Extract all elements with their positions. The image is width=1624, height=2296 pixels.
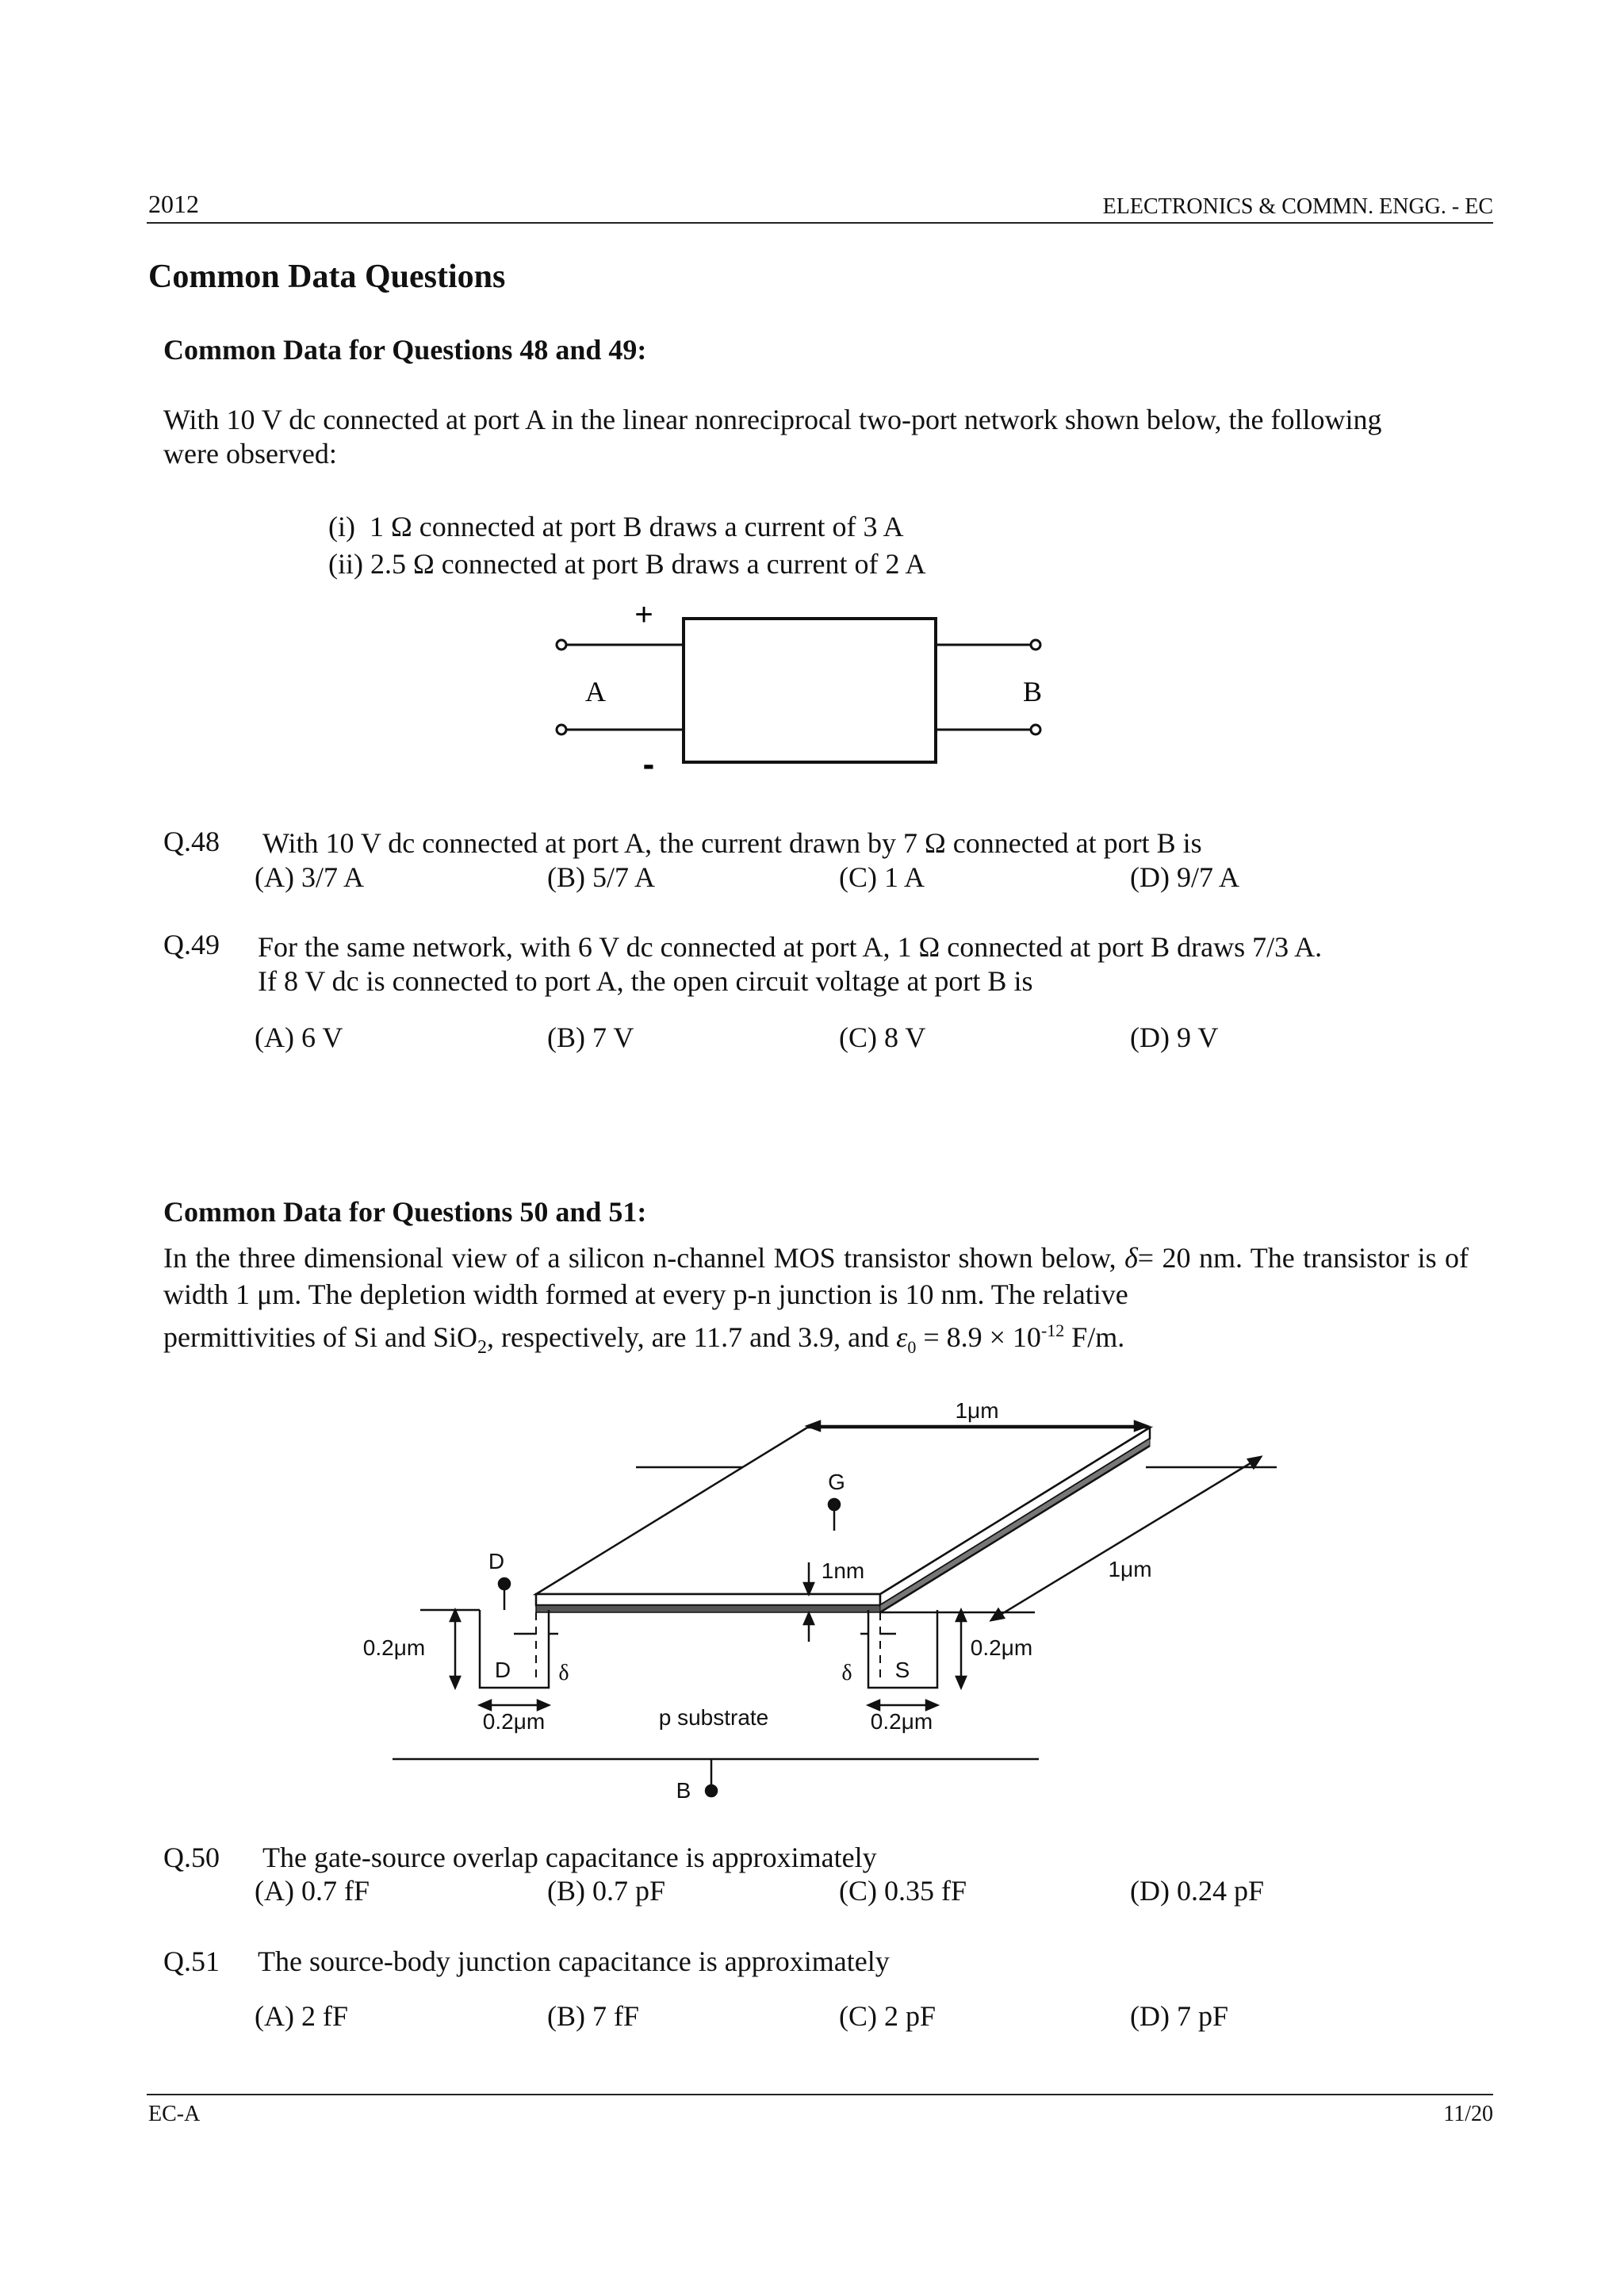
plus-sign: +: [634, 603, 653, 632]
mos-desc-part-3: permittivities of Si and SiO: [163, 1321, 477, 1353]
mos-desc-part-2: = 20 nm. The transistor is of width 1 μm. The depletion width formed at every p-n junction is 10 nm. The relative: [163, 1242, 1469, 1310]
q50-text: The gate-source overlap capacitance is approximately: [262, 1842, 877, 1873]
observation-1: (i) 1 Ω connected at port B draws a current of 3 A: [328, 511, 904, 542]
mos-desc-part-5: = 8.9 × 10: [916, 1321, 1041, 1353]
q51-option-c[interactable]: (C) 2 pF: [839, 2000, 936, 2032]
source-width-label: 0.2μm: [870, 1709, 933, 1734]
q51-option-d[interactable]: (D) 7 pF: [1130, 2000, 1228, 2032]
q50-number: Q.50: [163, 1842, 220, 1873]
header-paper-title: ELECTRONICS & COMMN. ENGG. - EC: [1102, 194, 1493, 219]
sio2-subscript: 2: [477, 1337, 487, 1359]
drain-terminal-dot: [499, 1578, 510, 1589]
oxide-arrowhead-bottom: [804, 1613, 814, 1624]
body-label: B: [676, 1778, 691, 1803]
q50-option-d[interactable]: (D) 0.24 pF: [1130, 1875, 1264, 1907]
delta-right-label: δ: [841, 1661, 852, 1685]
footer-page-number: 11/20: [1443, 2102, 1493, 2126]
q50-option-c[interactable]: (C) 0.35 fF: [839, 1875, 967, 1907]
source-region-label: S: [894, 1658, 910, 1682]
q51-option-b[interactable]: (B) 7 fF: [547, 2000, 639, 2032]
q49-option-b[interactable]: (B) 7 V: [547, 1022, 634, 1053]
mos-desc-part-6: F/m.: [1064, 1321, 1125, 1353]
length-arrow-start: [991, 1609, 1004, 1620]
width-label: 1μm: [955, 1398, 999, 1423]
q49-option-c[interactable]: (C) 8 V: [839, 1022, 926, 1053]
substrate-label: p substrate: [658, 1705, 769, 1730]
gate-label: G: [828, 1470, 845, 1494]
drain-width-label: 0.2μm: [482, 1709, 546, 1734]
q51-text: The source-body junction capacitance is approximately: [258, 1945, 890, 1977]
common-data-title-50-51: Common Data for Questions 50 and 51:: [163, 1196, 647, 1228]
intro-line-2: were observed:: [163, 438, 337, 470]
section-title: Common Data Questions: [148, 259, 506, 295]
drain-terminal-label: D: [488, 1549, 505, 1573]
intro-line-1: With 10 V dc connected at port A in the linear nonreciprocal two-port network shown below, the following: [163, 404, 1382, 435]
q49-line-1: For the same network, with 6 V dc connected at port A, 1 Ω connected at port B draws 7/3 A.: [258, 931, 1323, 963]
q50-option-b[interactable]: (B) 0.7 pF: [547, 1875, 666, 1907]
body-terminal-dot: [706, 1785, 717, 1796]
common-data-title-48-49: Common Data for Questions 48 and 49:: [163, 334, 647, 366]
mos-desc-part-1: In the three dimensional view of a silicon n-channel MOS transistor shown below,: [163, 1242, 1125, 1274]
q49-option-d[interactable]: (D) 9 V: [1130, 1022, 1219, 1053]
footer-rule: [147, 2094, 1493, 2095]
oxide-thickness-label: 1nm: [821, 1558, 865, 1583]
depth-left-arrow-down: [450, 1677, 460, 1688]
gate-front-face: [536, 1594, 880, 1605]
depth-right-arrow-down: [956, 1677, 966, 1688]
header-year: 2012: [148, 190, 199, 218]
q48-option-c[interactable]: (C) 1 A: [839, 861, 925, 893]
q49-option-a[interactable]: (A) 6 V: [255, 1022, 343, 1053]
oxide-layer: [536, 1605, 880, 1612]
q49-number: Q.49: [163, 929, 220, 960]
depth-left-arrow-up: [450, 1610, 460, 1621]
q48-option-d[interactable]: (D) 9/7 A: [1130, 861, 1239, 893]
q49-line-2: If 8 V dc is connected to port A, the open circuit voltage at port B is: [258, 965, 1033, 997]
port-b-label: B: [1022, 676, 1043, 707]
q50-option-a[interactable]: (A) 0.7 fF: [255, 1875, 370, 1907]
q51-number: Q.51: [163, 1945, 220, 1977]
drain-region-label: D: [494, 1658, 511, 1682]
delta-symbol: δ: [1124, 1242, 1138, 1274]
port-a-label: A: [585, 676, 606, 707]
mos-desc-part-4: , respectively, are 11.7 and 3.9, and: [486, 1321, 897, 1353]
gate-terminal-dot: [829, 1499, 840, 1510]
q48-number: Q.48: [163, 826, 220, 857]
exponent: -12: [1040, 1320, 1065, 1340]
minus-sign: -: [642, 745, 655, 784]
length-label: 1μm: [1108, 1557, 1152, 1581]
drain-well: [480, 1610, 549, 1688]
q48-option-b[interactable]: (B) 5/7 A: [547, 861, 656, 893]
q48-text: With 10 V dc connected at port A, the current drawn by 7 Ω connected at port B is: [262, 827, 1202, 859]
observation-2: (ii) 2.5 Ω connected at port B draws a current of 2 A: [328, 548, 926, 580]
delta-left-label: δ: [558, 1661, 569, 1685]
epsilon-symbol: ε: [896, 1321, 908, 1353]
footer-code: EC-A: [148, 2102, 201, 2126]
depth-left-label: 0.2μm: [362, 1635, 426, 1660]
epsilon-subscript: 0: [907, 1337, 917, 1358]
q48-option-a[interactable]: (A) 3/7 A: [255, 861, 364, 893]
q51-option-a[interactable]: (A) 2 fF: [255, 2000, 348, 2032]
depth-right-label: 0.2μm: [970, 1635, 1033, 1660]
